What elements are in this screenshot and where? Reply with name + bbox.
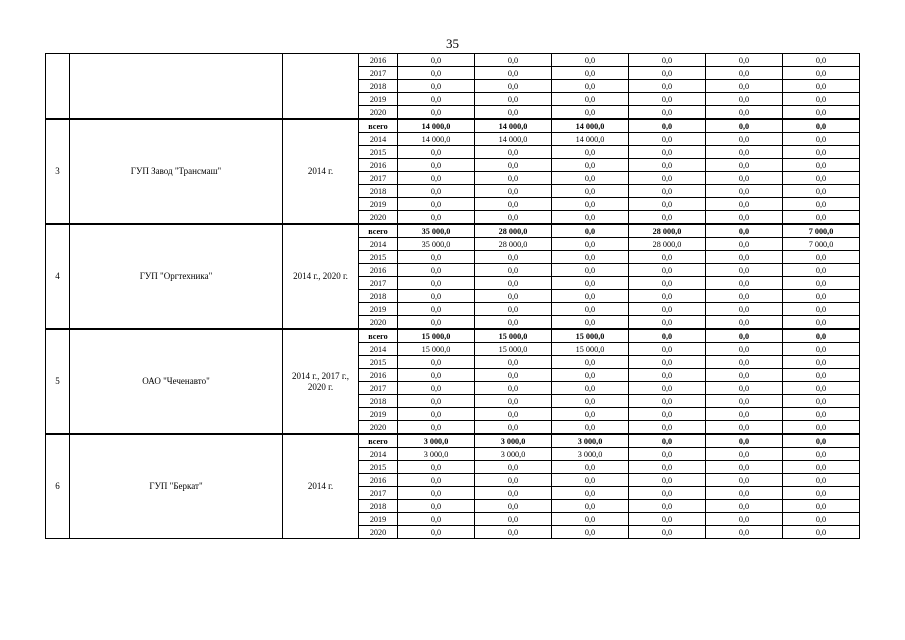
value-cell: 0,0	[398, 356, 475, 369]
value-cell: 0,0	[629, 356, 706, 369]
value-cell: 0,0	[475, 408, 552, 421]
value-cell: 0,0	[475, 67, 552, 80]
value-cell: 0,0	[475, 303, 552, 316]
value-cell: 0,0	[706, 316, 783, 330]
value-cell: 0,0	[398, 146, 475, 159]
value-cell: 0,0	[475, 198, 552, 211]
value-cell: 0,0	[629, 159, 706, 172]
value-cell: 3 000,0	[398, 448, 475, 461]
value-cell: 0,0	[552, 185, 629, 198]
value-cell: 28 000,0	[629, 224, 706, 238]
value-cell: 0,0	[552, 316, 629, 330]
value-cell: 0,0	[629, 303, 706, 316]
value-cell: 0,0	[475, 93, 552, 106]
table-row	[46, 119, 860, 133]
value-cell: 0,0	[629, 487, 706, 500]
value-cell: 0,0	[783, 172, 860, 185]
value-cell: 0,0	[783, 290, 860, 303]
value-cell: 0,0	[706, 67, 783, 80]
value-cell: 0,0	[475, 290, 552, 303]
value-cell: 0,0	[706, 487, 783, 500]
value-cell: 0,0	[629, 395, 706, 408]
year-cell: 2019	[359, 408, 398, 421]
value-cell: 0,0	[475, 80, 552, 93]
year-cell: 2019	[359, 303, 398, 316]
value-cell: 7 000,0	[783, 238, 860, 251]
value-cell: 0,0	[398, 277, 475, 290]
total-label: всего	[359, 119, 398, 133]
year-cell: 2018	[359, 395, 398, 408]
value-cell: 0,0	[706, 93, 783, 106]
value-cell: 3 000,0	[552, 448, 629, 461]
value-cell: 0,0	[783, 500, 860, 513]
value-cell: 0,0	[552, 198, 629, 211]
year-cell: 2017	[359, 277, 398, 290]
value-cell: 0,0	[475, 461, 552, 474]
value-cell: 0,0	[398, 461, 475, 474]
year-cell: 2015	[359, 146, 398, 159]
value-cell: 0,0	[783, 487, 860, 500]
funding-table	[45, 53, 860, 539]
year-cell: 2020	[359, 526, 398, 539]
value-cell: 0,0	[706, 526, 783, 539]
value-cell: 0,0	[783, 434, 860, 448]
value-cell: 0,0	[629, 277, 706, 290]
value-cell: 0,0	[398, 67, 475, 80]
value-cell: 0,0	[706, 448, 783, 461]
year-cell: 2017	[359, 487, 398, 500]
year-cell: 2017	[359, 67, 398, 80]
table-row	[46, 224, 860, 238]
value-cell: 14 000,0	[398, 119, 475, 133]
value-cell: 0,0	[475, 211, 552, 225]
value-cell: 0,0	[629, 448, 706, 461]
value-cell: 0,0	[398, 185, 475, 198]
continuation-group	[46, 54, 860, 120]
value-cell: 0,0	[629, 513, 706, 526]
year-cell: 2016	[359, 54, 398, 67]
value-cell: 0,0	[783, 119, 860, 133]
value-cell: 0,0	[552, 500, 629, 513]
value-cell: 0,0	[706, 290, 783, 303]
value-cell: 0,0	[398, 369, 475, 382]
value-cell: 0,0	[398, 106, 475, 120]
enterprise-name: ГУП "Оргтехника"	[70, 224, 283, 329]
year-cell: 2017	[359, 382, 398, 395]
value-cell: 0,0	[783, 526, 860, 539]
year-cell: 2016	[359, 264, 398, 277]
value-cell: 0,0	[783, 303, 860, 316]
value-cell: 0,0	[398, 513, 475, 526]
enterprise-name: ГУП Завод "Трансмаш"	[70, 119, 283, 224]
empty-cell	[283, 54, 359, 120]
value-cell: 0,0	[475, 395, 552, 408]
year-cell: 2020	[359, 106, 398, 120]
value-cell: 0,0	[552, 474, 629, 487]
value-cell: 0,0	[552, 93, 629, 106]
table-row	[46, 329, 860, 343]
empty-cell	[70, 54, 283, 120]
value-cell: 0,0	[629, 408, 706, 421]
year-cell: 2018	[359, 500, 398, 513]
value-cell: 0,0	[552, 461, 629, 474]
empty-cell	[46, 54, 70, 120]
value-cell: 0,0	[629, 316, 706, 330]
value-cell: 0,0	[398, 211, 475, 225]
value-cell: 0,0	[783, 382, 860, 395]
value-cell: 0,0	[398, 80, 475, 93]
value-cell: 0,0	[783, 54, 860, 67]
year-cell: 2020	[359, 421, 398, 435]
value-cell: 0,0	[475, 487, 552, 500]
year-cell: 2016	[359, 159, 398, 172]
value-cell: 0,0	[783, 93, 860, 106]
value-cell: 0,0	[475, 172, 552, 185]
value-cell: 0,0	[629, 251, 706, 264]
value-cell: 0,0	[552, 487, 629, 500]
year-cell: 2018	[359, 185, 398, 198]
value-cell: 0,0	[706, 382, 783, 395]
value-cell: 14 000,0	[552, 133, 629, 146]
year-cell: 2018	[359, 80, 398, 93]
value-cell: 0,0	[629, 133, 706, 146]
value-cell: 14 000,0	[475, 133, 552, 146]
year-cell: 2014	[359, 448, 398, 461]
value-cell: 0,0	[629, 80, 706, 93]
value-cell: 0,0	[706, 198, 783, 211]
value-cell: 0,0	[552, 356, 629, 369]
value-cell: 15 000,0	[552, 343, 629, 356]
value-cell: 0,0	[475, 316, 552, 330]
value-cell: 0,0	[552, 369, 629, 382]
year-cell: 2019	[359, 198, 398, 211]
value-cell: 0,0	[706, 303, 783, 316]
value-cell: 0,0	[629, 211, 706, 225]
value-cell: 0,0	[552, 80, 629, 93]
value-cell: 0,0	[552, 526, 629, 539]
enterprise-name: ОАО "Чеченавто"	[70, 329, 283, 434]
value-cell: 0,0	[783, 329, 860, 343]
value-cell: 0,0	[706, 421, 783, 435]
value-cell: 0,0	[552, 513, 629, 526]
year-cell: 2020	[359, 211, 398, 225]
year-cell: 2016	[359, 369, 398, 382]
value-cell: 0,0	[783, 133, 860, 146]
value-cell: 14 000,0	[552, 119, 629, 133]
value-cell: 0,0	[475, 474, 552, 487]
value-cell: 0,0	[398, 500, 475, 513]
year-cell: 2018	[359, 290, 398, 303]
value-cell: 0,0	[783, 408, 860, 421]
value-cell: 0,0	[629, 474, 706, 487]
year-cell: 2014	[359, 343, 398, 356]
value-cell: 0,0	[629, 329, 706, 343]
value-cell: 0,0	[552, 251, 629, 264]
value-cell: 0,0	[706, 251, 783, 264]
value-cell: 0,0	[783, 146, 860, 159]
year-cell: 2014	[359, 133, 398, 146]
value-cell: 0,0	[706, 133, 783, 146]
value-cell: 0,0	[783, 316, 860, 330]
value-cell: 0,0	[706, 54, 783, 67]
value-cell: 0,0	[783, 211, 860, 225]
value-cell: 0,0	[398, 93, 475, 106]
value-cell: 0,0	[706, 461, 783, 474]
page-number: 35	[446, 36, 459, 51]
value-cell: 0,0	[629, 500, 706, 513]
value-cell: 0,0	[629, 264, 706, 277]
value-cell: 0,0	[552, 54, 629, 67]
value-cell: 3 000,0	[475, 434, 552, 448]
value-cell: 0,0	[706, 513, 783, 526]
value-cell: 0,0	[783, 277, 860, 290]
value-cell: 0,0	[552, 264, 629, 277]
value-cell: 0,0	[706, 159, 783, 172]
value-cell: 0,0	[706, 80, 783, 93]
year-cell: 2019	[359, 513, 398, 526]
enterprise-group	[46, 434, 860, 539]
value-cell: 0,0	[475, 185, 552, 198]
value-cell: 0,0	[783, 421, 860, 435]
value-cell: 0,0	[475, 159, 552, 172]
year-cell: 2014	[359, 238, 398, 251]
value-cell: 0,0	[783, 67, 860, 80]
value-cell: 0,0	[629, 172, 706, 185]
value-cell: 14 000,0	[398, 133, 475, 146]
enterprise-group	[46, 119, 860, 224]
value-cell: 0,0	[552, 421, 629, 435]
value-cell: 0,0	[552, 172, 629, 185]
value-cell: 0,0	[706, 264, 783, 277]
value-cell: 0,0	[552, 277, 629, 290]
period-cell: 2014 г.	[283, 119, 359, 224]
value-cell: 0,0	[475, 146, 552, 159]
value-cell: 0,0	[783, 185, 860, 198]
value-cell: 0,0	[629, 461, 706, 474]
year-cell: 2019	[359, 93, 398, 106]
value-cell: 0,0	[783, 159, 860, 172]
value-cell: 0,0	[706, 343, 783, 356]
value-cell: 0,0	[783, 474, 860, 487]
value-cell: 0,0	[629, 290, 706, 303]
value-cell: 0,0	[783, 251, 860, 264]
value-cell: 0,0	[398, 198, 475, 211]
value-cell: 0,0	[475, 421, 552, 435]
value-cell: 0,0	[552, 303, 629, 316]
value-cell: 0,0	[783, 369, 860, 382]
value-cell: 0,0	[783, 80, 860, 93]
value-cell: 0,0	[706, 408, 783, 421]
value-cell: 0,0	[783, 461, 860, 474]
value-cell: 0,0	[783, 343, 860, 356]
value-cell: 0,0	[398, 303, 475, 316]
value-cell: 0,0	[629, 93, 706, 106]
value-cell: 0,0	[706, 238, 783, 251]
value-cell: 0,0	[706, 474, 783, 487]
value-cell: 0,0	[475, 277, 552, 290]
value-cell: 0,0	[783, 106, 860, 120]
value-cell: 0,0	[629, 185, 706, 198]
value-cell: 0,0	[706, 211, 783, 225]
value-cell: 28 000,0	[475, 238, 552, 251]
value-cell: 28 000,0	[629, 238, 706, 251]
value-cell: 0,0	[398, 474, 475, 487]
value-cell: 7 000,0	[783, 224, 860, 238]
value-cell: 0,0	[552, 290, 629, 303]
value-cell: 35 000,0	[398, 238, 475, 251]
row-number: 4	[46, 224, 70, 329]
value-cell: 0,0	[629, 198, 706, 211]
row-number: 5	[46, 329, 70, 434]
value-cell: 0,0	[706, 119, 783, 133]
value-cell: 0,0	[706, 185, 783, 198]
year-cell: 2015	[359, 356, 398, 369]
value-cell: 3 000,0	[552, 434, 629, 448]
value-cell: 0,0	[783, 448, 860, 461]
value-cell: 0,0	[398, 421, 475, 435]
value-cell: 0,0	[398, 487, 475, 500]
value-cell: 35 000,0	[398, 224, 475, 238]
value-cell: 0,0	[783, 395, 860, 408]
value-cell: 0,0	[629, 67, 706, 80]
value-cell: 0,0	[552, 106, 629, 120]
value-cell: 0,0	[398, 382, 475, 395]
enterprise-name: ГУП "Беркат"	[70, 434, 283, 539]
value-cell: 15 000,0	[475, 343, 552, 356]
value-cell: 0,0	[475, 106, 552, 120]
value-cell: 3 000,0	[398, 434, 475, 448]
total-label: всего	[359, 434, 398, 448]
value-cell: 0,0	[706, 146, 783, 159]
row-number: 6	[46, 434, 70, 539]
value-cell: 0,0	[398, 408, 475, 421]
value-cell: 15 000,0	[398, 343, 475, 356]
value-cell: 0,0	[552, 238, 629, 251]
value-cell: 0,0	[783, 356, 860, 369]
value-cell: 0,0	[629, 526, 706, 539]
value-cell: 0,0	[475, 526, 552, 539]
value-cell: 0,0	[629, 119, 706, 133]
value-cell: 0,0	[398, 395, 475, 408]
value-cell: 0,0	[398, 172, 475, 185]
value-cell: 0,0	[629, 343, 706, 356]
value-cell: 0,0	[475, 382, 552, 395]
table-row	[46, 54, 860, 67]
value-cell: 0,0	[552, 395, 629, 408]
value-cell: 0,0	[552, 146, 629, 159]
value-cell: 0,0	[629, 369, 706, 382]
value-cell: 15 000,0	[552, 329, 629, 343]
value-cell: 0,0	[552, 159, 629, 172]
period-cell: 2014 г., 2020 г.	[283, 224, 359, 329]
value-cell: 0,0	[629, 106, 706, 120]
value-cell: 0,0	[398, 290, 475, 303]
value-cell: 0,0	[475, 356, 552, 369]
year-cell: 2020	[359, 316, 398, 330]
year-cell: 2015	[359, 461, 398, 474]
value-cell: 0,0	[783, 264, 860, 277]
value-cell: 0,0	[706, 356, 783, 369]
value-cell: 0,0	[398, 526, 475, 539]
period-cell: 2014 г., 2017 г., 2020 г.	[283, 329, 359, 434]
value-cell: 0,0	[706, 329, 783, 343]
value-cell: 3 000,0	[475, 448, 552, 461]
value-cell: 0,0	[552, 224, 629, 238]
value-cell: 0,0	[629, 382, 706, 395]
year-cell: 2016	[359, 474, 398, 487]
value-cell: 0,0	[783, 198, 860, 211]
value-cell: 0,0	[629, 421, 706, 435]
year-cell: 2015	[359, 251, 398, 264]
enterprise-group	[46, 224, 860, 329]
value-cell: 0,0	[398, 316, 475, 330]
value-cell: 0,0	[629, 146, 706, 159]
value-cell: 0,0	[552, 382, 629, 395]
value-cell: 0,0	[706, 106, 783, 120]
value-cell: 28 000,0	[475, 224, 552, 238]
value-cell: 0,0	[552, 211, 629, 225]
value-cell: 0,0	[629, 54, 706, 67]
value-cell: 0,0	[398, 251, 475, 264]
value-cell: 0,0	[475, 369, 552, 382]
value-cell: 14 000,0	[475, 119, 552, 133]
value-cell: 0,0	[398, 264, 475, 277]
value-cell: 0,0	[398, 54, 475, 67]
value-cell: 0,0	[475, 54, 552, 67]
value-cell: 0,0	[706, 277, 783, 290]
total-label: всего	[359, 224, 398, 238]
row-number: 3	[46, 119, 70, 224]
enterprise-group	[46, 329, 860, 434]
value-cell: 0,0	[706, 224, 783, 238]
value-cell: 0,0	[629, 434, 706, 448]
value-cell: 0,0	[475, 251, 552, 264]
year-cell: 2017	[359, 172, 398, 185]
value-cell: 15 000,0	[398, 329, 475, 343]
value-cell: 0,0	[552, 408, 629, 421]
value-cell: 0,0	[398, 159, 475, 172]
value-cell: 0,0	[706, 172, 783, 185]
value-cell: 0,0	[783, 513, 860, 526]
total-label: всего	[359, 329, 398, 343]
value-cell: 0,0	[552, 67, 629, 80]
table-row	[46, 434, 860, 448]
value-cell: 0,0	[475, 500, 552, 513]
value-cell: 0,0	[706, 500, 783, 513]
value-cell: 0,0	[475, 513, 552, 526]
value-cell: 0,0	[706, 434, 783, 448]
value-cell: 0,0	[475, 264, 552, 277]
value-cell: 15 000,0	[475, 329, 552, 343]
period-cell: 2014 г.	[283, 434, 359, 539]
value-cell: 0,0	[706, 395, 783, 408]
value-cell: 0,0	[706, 369, 783, 382]
